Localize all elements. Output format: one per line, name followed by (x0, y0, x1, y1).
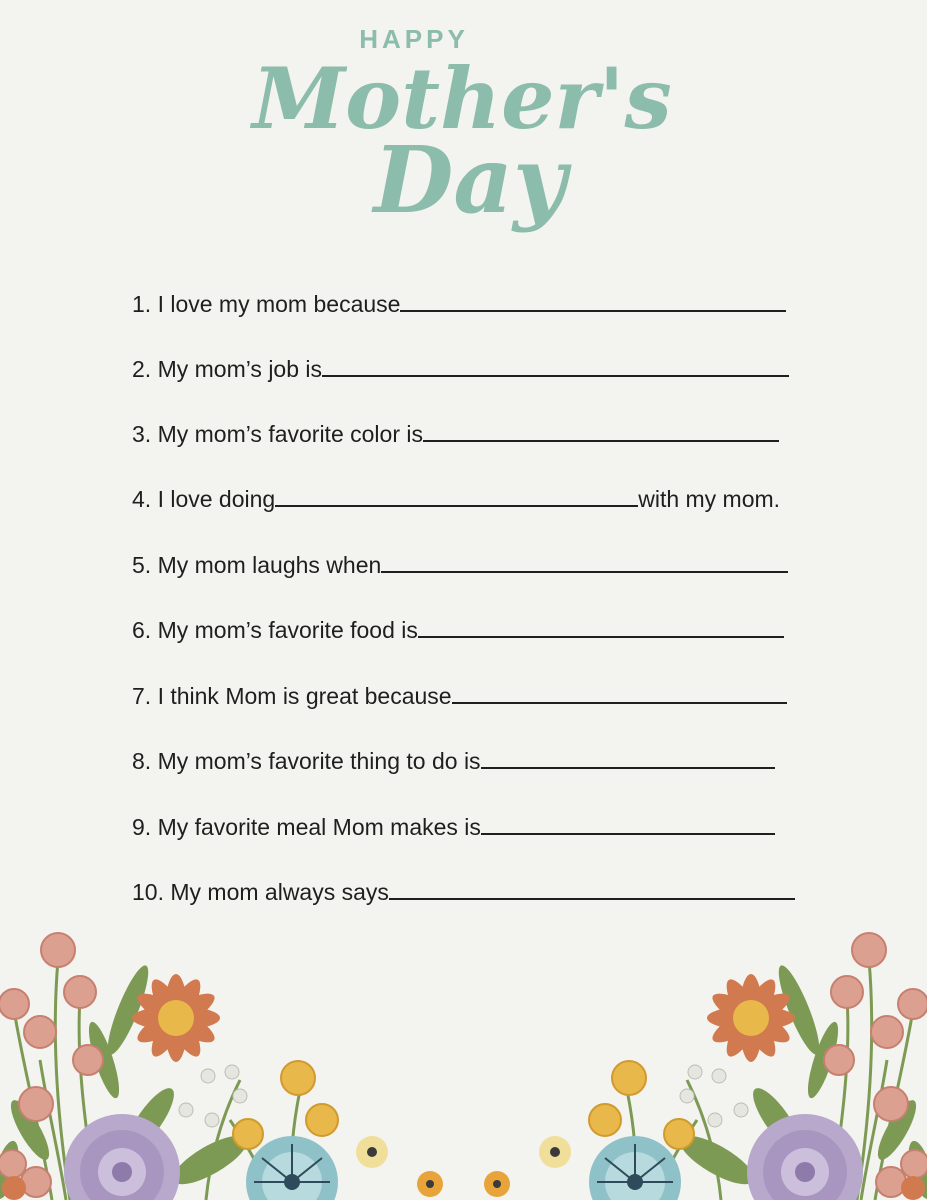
floral-border-illustration (0, 920, 927, 1200)
question-9 (132, 807, 775, 841)
question-label: 3. My mom’s favorite color is (132, 421, 423, 447)
answer-line[interactable] (400, 310, 786, 312)
title-graphic (0, 0, 927, 260)
left-flower-cluster (0, 933, 443, 1200)
question-8 (132, 741, 775, 775)
question-1 (132, 284, 786, 318)
right-flower-cluster (484, 933, 927, 1200)
question-label: 8. My mom’s favorite thing to do is (132, 748, 481, 774)
question-label: 7. I think Mom is great because (132, 683, 452, 709)
answer-line[interactable] (452, 702, 787, 704)
question-label: 5. My mom laughs when (132, 552, 382, 578)
title-lettering (0, 0, 927, 260)
question-label: 1. I love my mom because (132, 291, 401, 317)
question-3 (132, 414, 779, 448)
answer-line[interactable] (389, 898, 795, 900)
question-label: 6. My mom’s favorite food is (132, 617, 418, 643)
mothers-script-text: Mother's (252, 49, 672, 148)
question-label: 2. My mom’s job is (132, 356, 323, 382)
question-label: 9. My favorite meal Mom makes is (132, 814, 481, 840)
question-label: 4. I love doing (132, 486, 276, 512)
question-2 (132, 349, 789, 383)
question-10 (132, 872, 795, 906)
answer-line[interactable] (423, 440, 779, 442)
answer-line[interactable] (481, 767, 775, 769)
question-6 (132, 610, 784, 644)
day-script-text: Day (373, 126, 567, 234)
answer-line[interactable] (381, 571, 788, 573)
question-label: 10. My mom always says (132, 879, 389, 905)
blue-flower-left (246, 1136, 338, 1200)
answer-line[interactable] (322, 375, 789, 377)
happy-text: HAPPY (359, 24, 469, 54)
answer-line[interactable] (418, 636, 784, 638)
question-7 (132, 676, 787, 710)
question-5 (132, 545, 788, 579)
answer-line[interactable] (481, 833, 775, 835)
answer-line[interactable] (275, 505, 638, 507)
purple-rose-left (64, 1114, 180, 1200)
question-4 (132, 479, 780, 513)
question-suffix: with my mom. (638, 486, 781, 512)
